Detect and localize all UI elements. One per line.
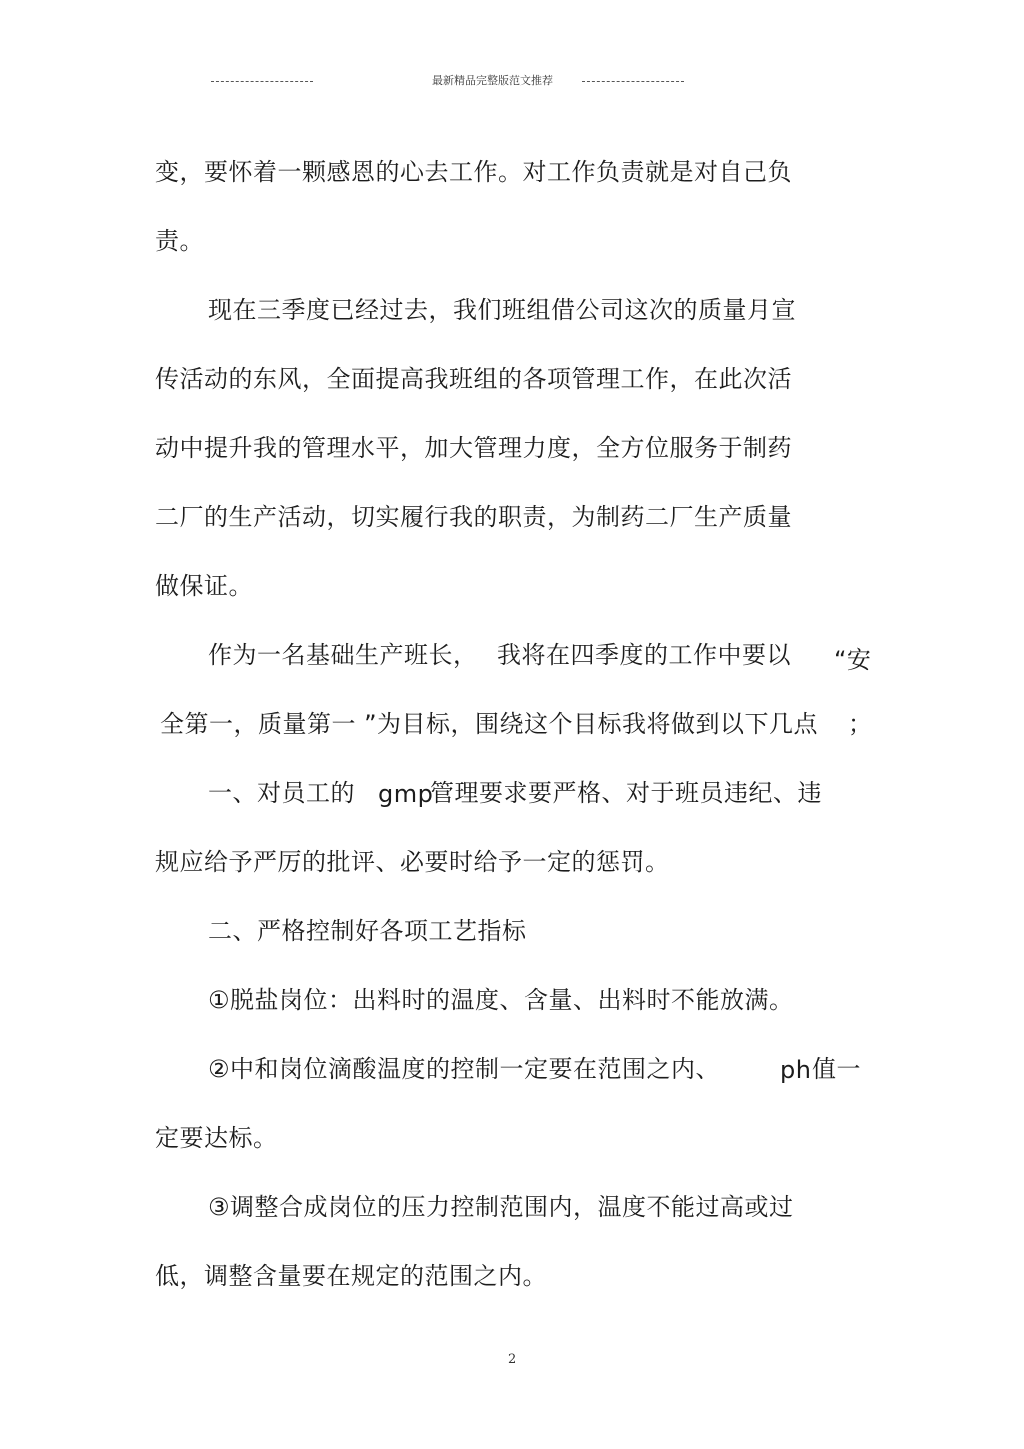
text-line: gmp: [378, 780, 434, 808]
text-line: 二厂的生产活动，切实履行我的职责，为制药二厂生产质量: [155, 503, 792, 531]
text-line: ①脱盐岗位：出料时的温度、含量、出料时不能放满。: [208, 986, 794, 1014]
text-line: 定要达标。: [155, 1124, 278, 1152]
text-line: 动中提升我的管理水平，加大管理力度，全方位服务于制药: [155, 434, 792, 462]
text-line: 责。: [155, 227, 204, 255]
text-line: 规应给予严厉的批评、必要时给予一定的惩罚。: [155, 848, 670, 876]
text-line: 值一: [812, 1055, 861, 1083]
page-number: 2: [508, 1352, 517, 1367]
header-dash-right: [582, 81, 684, 82]
text-line: 一、对员工的: [208, 779, 355, 807]
text-line: “安: [834, 646, 872, 674]
text-line: 做保证。: [155, 572, 253, 600]
header-title: 最新精品完整版范文推荐: [432, 74, 553, 87]
text-line: 管理要求要严格、对于班员违纪、违: [430, 779, 822, 807]
text-line: 我将在四季度的工作中要以: [497, 641, 791, 669]
text-line: 传活动的东风，全面提高我班组的各项管理工作，在此次活: [155, 365, 792, 393]
text-line: 二、严格控制好各项工艺指标: [208, 917, 527, 945]
text-line: 现在三季度已经过去，我们班组借公司这次的质量月宣: [208, 296, 796, 324]
header-dash-left: [211, 81, 313, 82]
text-line: 低，调整含量要在规定的范围之内。: [155, 1262, 547, 1290]
text-line: ；: [848, 710, 873, 738]
text-line: ②中和岗位滴酸温度的控制一定要在范围之内、: [208, 1055, 721, 1083]
page-header: [0, 72, 1024, 92]
text-line: ③调整合成岗位的压力控制范围内，温度不能过高或过: [208, 1193, 794, 1221]
text-line: ph: [780, 1056, 812, 1084]
text-line: 作为一名基础生产班长，: [208, 641, 478, 669]
text-line: 全第一，质量第一 ”为目标，围绕这个目标我将做到以下几点: [160, 710, 819, 738]
text-line: 变，要怀着一颗感恩的心去工作。对工作负责就是对自己负: [155, 158, 792, 186]
